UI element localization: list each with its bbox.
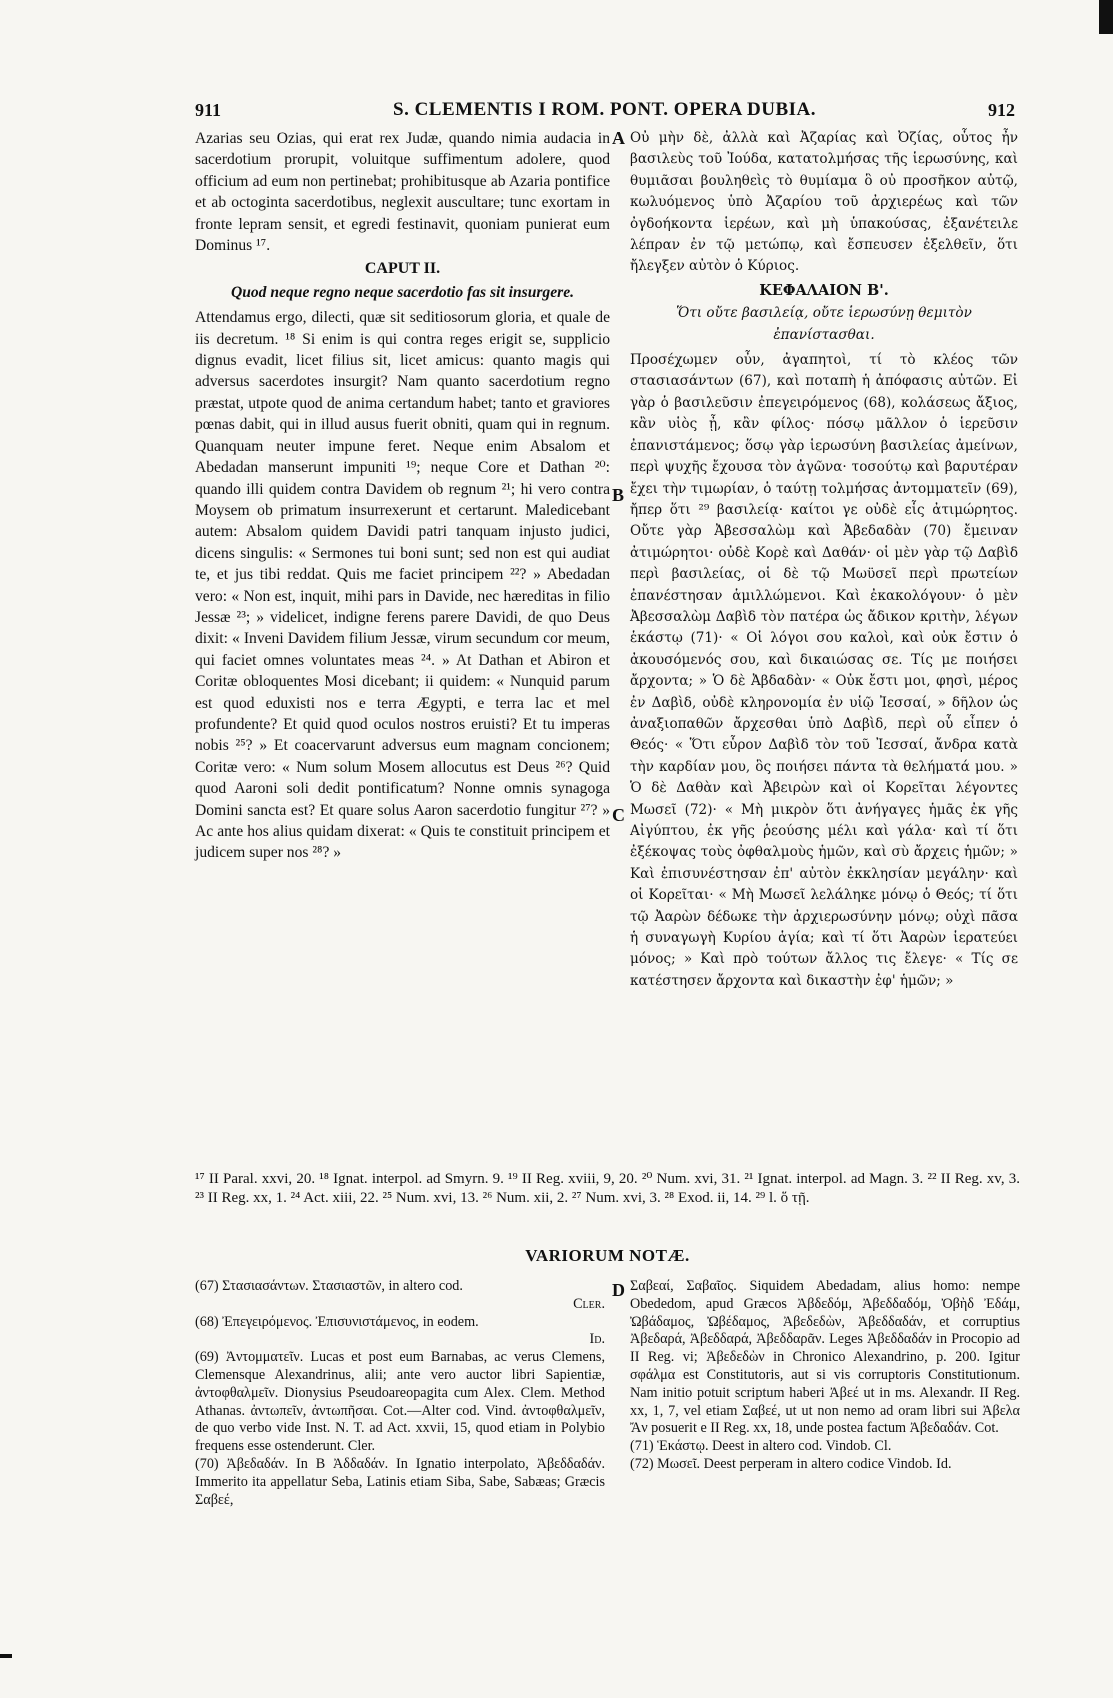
note-70-continued: Σαβεαί, Σαβαῖος. Siquidem Abedadam, alius homo: nempe Obededom, apud Græcos Ἀβδεδόμ, Ἀβεδδαδόμ, Ὀβὴδ Ἐδάμ, Ὠβάδαμος, Ὠβέδαμος, Ἀβεδεδὼν, Ἀβεδδαδάν, et corruptius Ἀβεδαρά, Ἀβεδδαρά, Ἀβεδδαρᾶν. Leges Ἀβεδδαδάν in Procopio ad II Reg. vi; Ἀβεδεδὼν in Chronico Alexandrino, p. 200. Igitur σφάλμα est Constitutoris, aut si vis corruptoris Constitutionum. Nam initio potuit scriptum haberi Ἀβεέ ut in ms. Alexandr. II Reg. xx, 1, 7, vel etiam Σαβεέ, ut ut non nemo ad oram libri sui Ἀβελα Ἄν posuerit e II Reg. xx, 18, unde postea factum Ἀβεδαδάν. Cot. (630, 1278, 1020, 1437)
note-71: (71) Ἑκάστῳ. Deest in altero cod. Vindob. Cl. (630, 1438, 892, 1455)
latin-paragraph-2: Attendamus ergo, dilecti, quæ sit seditiosorum gloria, et quale de iis decretum. ¹⁸ Si enim is qui contra reges erigit se, supplicio dignus evadit, licet filius sit, licet amicus: quanto magis qui adversus sacerdotes insurgit? Nam quanto sacerdotium regno præstat, utpote quod de anima certandum habet; tanto et graviores pœnas dabit, qui in illud ausus fuerit obniti, quam qui in regnum. Quanquam neuter impune feret. Neque enim Absalom et Abedadan manserunt impuniti ¹⁹; neque Core et Dathan ²⁰: quando illi quidem contra Davidem ob regnum ²¹; hi vero contra Moysem ob primatum insurrexerunt et certarunt. Maledicebant autem: Absalom quidem Davidi patri tanquam injusto judici, dicens singulis: « Sermones tui boni sunt; sed non est qui audiat te, et jus tibi reddat. Quis me faciet principem ²²? » Abedadan vero: « Non est, inquit, mihi pars in Davide, nec hæreditas in filio Jessæ ²³; » videlicet, indigne ferens parere Davidi, de quo Deus dixit: « Inveni Davidem filium Jessæ, virum secundum cor meum, qui faciet omnes voluntates meas ²⁴. » At Dathan et Abiron et Coritæ obloquentes Mosi dicebant; ii quidem: « Nunquid parum est quod eduxisti nos e terra Ægypti, e terra lac et mel profundente? Et quid quod oculos nostros eruisti? Et tu imperas nobis ²⁵? » Et coacervarunt adversus eum magnam concionem; Coritæ vero: « Num solum Mosem allocutus est Deus ²⁶? Quid quod Aaroni soli dedit pontificatum? Nonne omnis synagoga Domini sancta est? Et quare solus Aaron sacerdotio fungitur ²⁷? » Ac ante hos alius quidam dixerat: « Quis te constituit principem et judicem super nos ²⁸? » (195, 309, 610, 862)
note-68-signature: Id. (589, 1331, 605, 1348)
note-67: (67) Στασιασάντων. Στασιαστῶν, in altero cod. (195, 1278, 463, 1294)
greek-chapter-heading: ΚΕΦΑΛΑΙΟΝ Β'. (759, 281, 889, 299)
latin-column (195, 128, 610, 864)
latin-chapter-subtitle: Quod neque regno neque sacerdotio fas sit insurgere. (230, 283, 575, 301)
margin-letter-a: A (612, 128, 625, 148)
notes-column-right (630, 1278, 1020, 1474)
note-70: (70) Ἀβεδαδάν. In B Ἀδδαδάν. In Ignatio interpolato, Ἀβεδδαδάν. Immerito ita appellatur Seba, Latinis etiam Siba, Sabe, Sabæas; Græcis Σαβεέ, (195, 1455, 605, 1508)
margin-mark (0, 1654, 12, 1658)
latin-chapter-heading: CAPUT II. (364, 260, 441, 278)
note-68: (68) Ἐπεγειρόμενος. Ἐπισυνιστάμενος, in eodem. (195, 1313, 479, 1330)
page-number-left: 911 (195, 99, 222, 120)
running-title: S. CLEMENTIS I ROM. PONT. OPERA DUBIA. (393, 99, 816, 120)
note-72: (72) Μωσεῖ. Deest perperam in altero codice Vindob. Id. (630, 1455, 952, 1472)
margin-letter-c: C (612, 805, 625, 825)
note-69: (69) Ἀντομματεῖν. Lucas et post eum Barnabas, ac verus Clemens, Clemensque Alexandrinus, alii; ante vero auctor libri Sapientiæ, ἀντοφθαλμεῖν. Dionysius Pseudoareopagita cum Alex. Clem. Method Athanas. ἀντωπεῖν, ἀντωπῆσαι. Cot.—Alter cod. Vind. ἀντοφθαλμεῖν, de quo verbo vide Inst. N. T. ad Act. xxvii, 15, quod etiam in Polybio frequens esse ostenderunt. Cler. (195, 1349, 605, 1455)
notes-column-left (195, 1278, 605, 1509)
greek-chapter-subtitle: Ὅτι οὔτε βασιλείᾳ, οὔτε ἱερωσύνῃ θεμιτὸν ἐπανίστασθαι. (676, 305, 972, 343)
greek-paragraph-2: Προσέχωμεν οὖν, ἀγαπητοὶ, τί τὸ κλέος τῶν στασιασάντων (67), καὶ ποταπὴ ἡ ἀπόφασις αὐτῶν. Εἰ γὰρ ὁ βασιλεῦσιν ἐπεγειρόμενος (68), κολάσεως ἄξιος, κἂν υἱὸς ᾖ, κἂν φίλος· πόσῳ μᾶλλον ὁ ἱερεῦσιν ἐπανιστάμενος; ὅσῳ γὰρ ἱερωσύνη βασιλείας ἀμείνων, περὶ ψυχῆς ἔχουσα τὸν ἀγῶνα· τοσούτῳ καὶ βαρυτέραν ἔχει τὴν τιμωρίαν, ὁ ταύτῃ τολμήσας ἀντομματεῖν (69), ἤπερ ὅτι ²⁹ βασιλείᾳ· καίτοι γε οὐδὲ εἷς ἀτιμώρητος. Οὔτε γὰρ Ἀβεσσαλὼμ καὶ Ἀβεδαδὰν (70) ἔμειναν ἀτιμώρητοι· οὐδὲ Κορὲ καὶ Δαθάν· οἱ μὲν γὰρ τῷ Δαβὶδ περὶ βασιλείας, οἱ δὲ τῷ Μωϋσεῖ περὶ πρωτείων ἐπανέστησαν ἁμιλλώμενοι. Καὶ ἐκακολόγουν· ὁ μὲν Ἀβεσσαλὼμ Δαβὶδ τὸν πατέρα ὡς ἄδικον κριτὴν, λέγων ἑκάστῳ (71)· « Οἱ λόγοι σου καλοὶ, καὶ οὐκ ἔστιν ὁ ἀκουσόμενός σου, καὶ δικαιώσας σε. Τίς με ποιήσει ἄρχοντα; » Ὁ δὲ Ἀβδαδὰν· « Οὐκ ἔστι μοι, φησὶ, μέρος ἐν Δαβὶδ, οὐδὲ κληρονομία ἐν υἱῷ Ἰεσσαί, » δῆλον ὡς ἀναξιοπαθῶν ἄρχεσθαι ὑπὸ Δαβὶδ, περὶ οὗ εἶπεν ὁ Θεός· « Ὅτι εὗρον Δαβὶδ τὸν τοῦ Ἰεσσαί, ἄνδρα κατὰ τὴν καρδίαν μου, ὃς ποιήσει πάντα τὰ θελήματά μου. » Ὁ δὲ Δαθὰν καὶ Ἀβειρὼν καὶ οἱ Κορεῖται λέγοντες Μωσεῖ (72)· « Μὴ μικρὸν ὅτι ἀνήγαγες ἡμᾶς ἐκ γῆς Αἰγύπτου, ἐκ γῆς ῥεούσης μέλι καὶ γάλα· καὶ τί ὅτι ἐξέκοψας τοὺς ὀφθαλμοὺς ἡμῶν, καὶ σὺ ἄρχεις ἡμῶν; » Καὶ ἐπισυνέστησαν ἐπ' αὐτὸν ἐκκλησίαν μεγάλην· καὶ οἱ Κορεῖται· « Μὴ Μωσεῖ λελάληκε μόνῳ ὁ Θεός; τί ὅτι τῷ Ἀαρὼν δέδωκε τὴν ἀρχιερωσύνην μόνῳ; οὐχὶ πᾶσα ἡ συναγωγὴ Κυρίου ἁγία; καὶ τί ὅτι Ἀαρὼν ἱερατεύει μόνος; » Καὶ πρὸ τούτων ἄλλος τις ἔλεγε· « Τίς σε κατέστησεν ἄρχοντα καὶ δικαστὴν ἐφ' ἡμῶν; » (630, 352, 1018, 989)
latin-paragraph-1: Azarias seu Ozias, qui erat rex Judæ, quando nimia audacia in sacerdotium prorupit, voluitque suffimentum adolere, quod officium ad eum non pertinebat; prohibitusque ab Azaria pontifice et ab octoginta sacerdotibus, neglexit auscultare; tunc exortam in fronte lepram sensit, et egredi festinavit, quoniam punierat eum Dominus ¹⁷. (195, 130, 610, 255)
running-header (195, 97, 1015, 123)
scripture-references: ¹⁷ II Paral. xxvi, 20. ¹⁸ Ignat. interpol. ad Smyrn. 9. ¹⁹ II Reg. xviii, 9, 20. ²⁰ Num. xvi, 31. ²¹ Ignat. interpol. ad Magn. 3. ²² II Reg. xv, 3. ²³ II Reg. xx, 1. ²⁴ Act. xiii, 22. ²⁵ Num. xvi, 13. ²⁶ Num. xii, 2. ²⁷ Num. xvi, 3. ²⁸ Exod. ii, 14. ²⁹ l. ὅ τῇ. (195, 1171, 1020, 1206)
page-edge-mark (1099, 0, 1113, 34)
notes-heading: VARIORUM NOTÆ. (525, 1246, 690, 1265)
note-67-signature: Cler. (573, 1295, 605, 1312)
greek-column (630, 128, 1018, 992)
greek-paragraph-1: Οὐ μὴν δὲ, ἀλλὰ καὶ Ἀζαρίας καὶ Ὀζίας, οὗτος ἦν βασιλεὺς τοῦ Ἰούδα, κατατολμήσας τῆς ἱερωσύνης, καὶ θυμιᾶσαι βουληθεὶς τὸ θυμίαμα ὃ οὐ προσῆκον αὐτῷ, κωλυόμενος ὑπὸ Ἀζαρίου τοῦ ἀρχιερέως καὶ τῶν ὀγδοήκοντα ἱερέων, καὶ μὴ ὑπακούσας, ἐξανέτειλε λέπραν ἐν τῷ μετώπῳ, καὶ ἔσπευσεν ἐξελθεῖν, ὅτι ἤλεγξεν αὐτὸν ὁ Κύριος. (630, 130, 1018, 275)
page-number-right: 912 (988, 99, 1015, 120)
margin-letter-d: D (612, 1280, 625, 1300)
margin-letter-b: B (612, 485, 625, 505)
